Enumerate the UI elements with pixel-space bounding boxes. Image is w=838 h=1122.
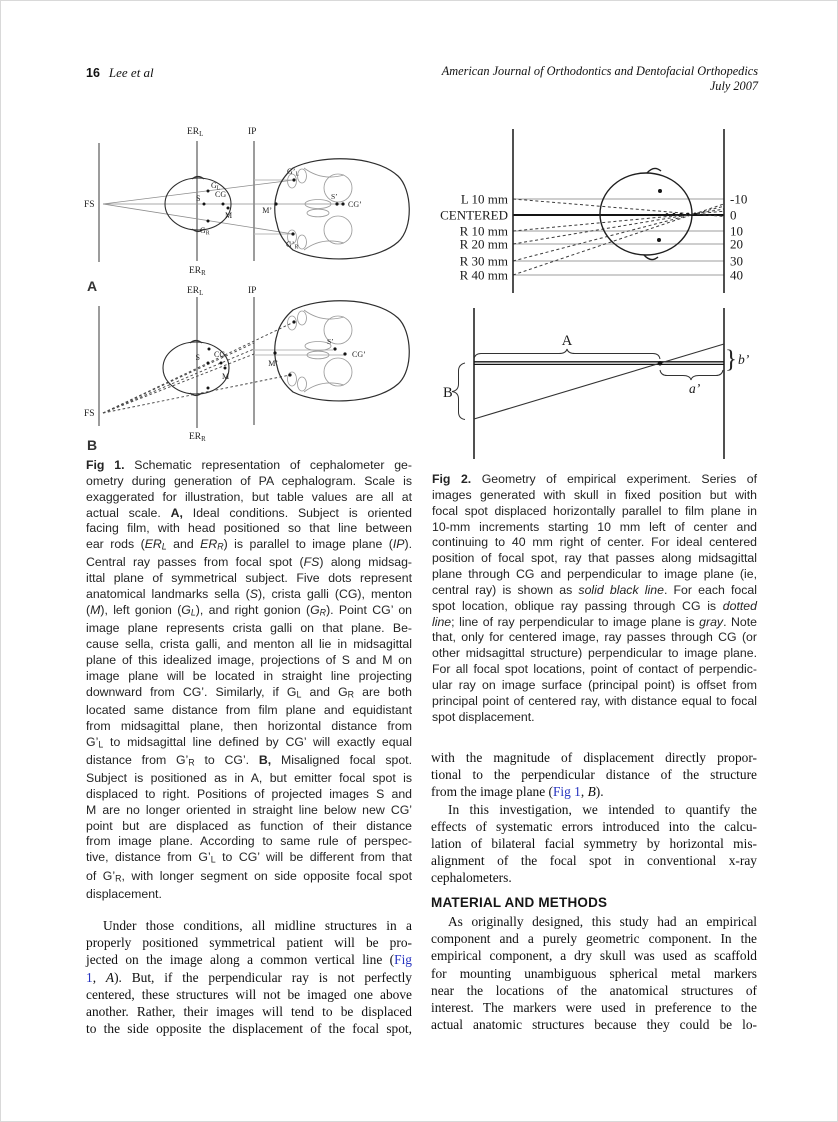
brace-A <box>474 349 660 359</box>
text-segment: S <box>249 587 258 602</box>
text-line: plane through CG and perpendicular to image plane (ie, <box>432 567 757 582</box>
text-segment: G <box>310 603 320 617</box>
text-line: spot displacement. <box>432 709 535 724</box>
text-segment: A <box>105 969 115 985</box>
text-line: focal spot displaced horizontally parallel to film plane in <box>432 503 757 518</box>
running-head-right <box>411 64 758 93</box>
text-line: Fig 1. Schematic representation of cephalometer ge- <box>86 458 412 472</box>
label-a-prime: a’ <box>689 381 701 396</box>
text-line: effects of systematic errors introduced into the calcu- <box>431 818 757 834</box>
label-er-right: $ER_R$ <box>189 266 206 277</box>
fig1-panel-a <box>84 127 409 294</box>
text-segment: IP <box>392 537 405 552</box>
text-line: located same distance from film plane and equidistant <box>86 702 412 717</box>
figure-link[interactable]: Fig <box>394 952 412 968</box>
row-label-right: 30 <box>730 253 743 269</box>
label-cg-proj: CG’ <box>348 200 362 209</box>
text-line: cephalometers. <box>431 870 512 886</box>
text-segment: L <box>190 607 196 618</box>
body-text-right-1 <box>431 749 757 887</box>
text-line: from image plane. According to same rule of perspec- <box>86 834 412 849</box>
text-segment: gray <box>699 614 724 629</box>
text-line: Central ray passes from focal spot (FS) along midsag- <box>86 555 412 570</box>
label-menton: M <box>222 372 230 381</box>
text-segment: R <box>188 757 195 768</box>
text-segment: B, <box>258 752 272 767</box>
row-label-left: R 10 mm <box>459 223 508 239</box>
text-line: spot location, oblique ray passing through CG is dotted <box>432 598 757 613</box>
text-segment: solid black line <box>578 582 664 597</box>
text-line: point but are displaced as function of their distance <box>86 818 412 833</box>
row-label-right: 10 <box>730 223 743 239</box>
figure-link[interactable]: 1 <box>86 969 93 985</box>
journal-title: American Journal of Orthodontics and Dentofacial Orthopedics <box>441 64 758 78</box>
row-label-left: CENTERED <box>440 207 508 223</box>
text-line: Under those conditions, all midline structures in a <box>103 918 412 933</box>
row-label-left: L 10 mm <box>460 191 508 207</box>
label-B: B <box>443 385 453 401</box>
text-line: image plane represents crista galli on that plane. Be- <box>86 621 412 636</box>
oblique-ray <box>103 349 254 413</box>
label-er-left: $ER_L$ <box>187 286 204 297</box>
label-menton-proj: M’ <box>262 206 272 215</box>
text-line: displacement. <box>86 886 162 901</box>
text-line: images generated with skull in fixed position but with <box>432 487 757 502</box>
text-segment: B <box>587 784 596 800</box>
text-line: near the locations of the anatomical structures of <box>431 982 757 998</box>
label-menton-proj: M’ <box>268 359 278 368</box>
text-segment: dotted <box>722 598 757 613</box>
text-line: exaggerated for illustration, but table values are all at <box>86 489 412 504</box>
projected-dots <box>273 320 346 376</box>
text-line: For all focal spot locations, point of contact of perpendic- <box>432 662 757 677</box>
label-gonion-right-proj: G’R <box>286 240 299 251</box>
text-segment: FS <box>303 555 320 570</box>
label-ip: IP <box>248 286 257 296</box>
figure-link[interactable]: Fig 1 <box>552 784 581 800</box>
text-segment: Fig 1. <box>86 458 125 472</box>
text-segment: L <box>98 738 104 749</box>
journal-issue: July 2007 <box>709 78 758 93</box>
panel-a-label: A <box>87 278 98 294</box>
text-segment: L <box>161 541 167 552</box>
label-gonion-right: GR <box>200 226 210 237</box>
text-line: lation of bilateral facial symmetry by horizontal mis- <box>431 836 757 852</box>
text-segment: L <box>296 689 302 700</box>
brace-a-prime <box>660 370 723 380</box>
fig2-panel-bottom <box>443 308 750 459</box>
row-label-right: 20 <box>730 236 743 252</box>
text-segment: A, <box>170 505 183 520</box>
oblique-ray <box>103 343 254 413</box>
text-line: (M), left gonion (GL), and right gonion (GR). Point CG’ on <box>86 603 412 618</box>
text-segment: G <box>181 603 191 617</box>
label-sella-proj: S’ <box>327 337 334 346</box>
text-line: centered, these structures will not be imaged one above <box>86 986 412 1002</box>
text-line: from midsagittal plane, then horizontal distance from <box>86 718 412 733</box>
text-line: central ray) is shown as solid black line. For each focal <box>432 582 757 597</box>
text-line: interest. The markers were used in preference to the <box>431 1000 757 1016</box>
text-line: jected on the image along a common vertical line (Fig <box>86 952 412 968</box>
figure-2 <box>431 116 757 461</box>
text-line: other midsagittal structure) perpendicular to image plane. <box>432 646 757 661</box>
brace-b-prime: } <box>725 346 737 373</box>
label-sella: S <box>196 194 201 203</box>
label-ip: IP <box>248 127 257 137</box>
text-line: tive, distance from G’L to CG’ will be different from that <box>86 850 412 865</box>
text-line: G’L to midsagittal line defined by CG’ will exactly equal <box>86 734 412 749</box>
text-line: anatomical landmarks sella (S), crista galli (CG), menton <box>86 587 413 602</box>
text-segment: ER <box>144 537 162 552</box>
label-sella-proj: S’ <box>331 192 338 201</box>
label-er-right: $ER_R$ <box>189 432 206 443</box>
fig1-caption <box>86 458 412 903</box>
text-segment: L <box>210 854 216 865</box>
label-cg: CG <box>215 190 227 199</box>
section-heading-material-methods: MATERIAL AND METHODS <box>431 895 608 910</box>
label-gonion-left: GL <box>211 181 221 192</box>
head-outline <box>600 173 692 255</box>
fig1-panel-b <box>84 286 409 453</box>
text-line: with the magnitude of displacement directly propor- <box>431 750 757 765</box>
label-fs: FS <box>84 200 95 210</box>
text-line: image plane will be located in straight line projecting <box>86 668 412 683</box>
text-line: displaced to right. Positions of projected images S and <box>86 786 412 801</box>
text-line: from the image plane (Fig 1, B). <box>431 784 604 800</box>
fig2-caption <box>432 472 757 726</box>
label-cg: CG <box>214 350 226 359</box>
text-segment: M <box>90 603 101 617</box>
cg-point <box>658 361 663 366</box>
text-line: for mounting unambiguous spherical metal markers <box>431 965 757 981</box>
text-line: cause sella, crista galli, and menton all lie in midsagittal <box>86 637 412 652</box>
text-line: tional to the perpendicular distance of the structure <box>431 767 757 783</box>
text-line: downward from CG’. Similarly, if GL and GR are both <box>86 684 412 700</box>
text-segment: R <box>347 689 355 700</box>
label-gonion-left-proj: G’L <box>287 167 299 178</box>
body-text-left <box>86 917 412 1037</box>
text-line: actual anatomic structures because they could be lo- <box>431 1017 757 1033</box>
row-label-left: R 30 mm <box>459 253 508 269</box>
text-segment: R <box>217 541 224 552</box>
text-segment: line <box>432 614 452 629</box>
authors: Lee et al <box>108 65 154 80</box>
text-line: another. Rather, their images will tend to be displaced <box>86 1004 412 1020</box>
text-line: In this investigation, we intended to quantify the <box>448 801 757 817</box>
panel-b-label: B <box>87 437 98 453</box>
body-text-right-2 <box>431 913 757 1033</box>
label-cg-proj: CG’ <box>352 350 366 359</box>
label-fs: FS <box>84 409 95 419</box>
row-label-right: -10 <box>730 191 748 207</box>
text-line: Subject is positioned as in A, but emitter focal spot is <box>86 771 412 786</box>
text-line: of G’R, with longer segment on side opposite focal spot <box>86 868 412 883</box>
label-A: A <box>561 333 573 349</box>
text-segment: R <box>115 872 122 883</box>
label-sella: S <box>195 353 200 362</box>
text-line: to the side opposite the displacement of the focal spot, <box>86 1021 412 1037</box>
text-line: 1, A). But, if the perpendicular ray is not perfectly <box>86 969 412 985</box>
running-head-left <box>86 65 154 81</box>
label-b-prime: b’ <box>738 352 750 367</box>
text-line: alignment of the focal spot in conventional x-ray <box>431 853 757 869</box>
oblique-ray <box>103 354 254 413</box>
text-segment: ER <box>200 537 218 552</box>
fig2-panel-top <box>440 129 747 293</box>
figure-1 <box>81 116 413 456</box>
row-label-right: 0 <box>730 207 737 223</box>
text-line: As originally designed, this study had an empirical <box>448 914 757 929</box>
brace-B <box>452 363 465 420</box>
text-line: actual scale. A, Ideal conditions. Subject is oriented <box>86 505 412 520</box>
row-label-left: R 40 mm <box>459 267 508 283</box>
text-line: ittal plane of symmetrical subject. Five dots represent <box>86 571 412 586</box>
text-line: line; line of ray perpendicular to image plane is gray. Note <box>432 614 758 629</box>
text-line: ear rods (ERL and ERR) is parallel to image plane (IP). <box>86 537 412 552</box>
text-line: distance from G’R to CG’. B, Misaligned focal spot. <box>86 752 412 768</box>
text-line: principal point of centered ray, with distance equal to focal <box>432 693 757 708</box>
text-segment: Fig 2. <box>432 472 472 486</box>
text-segment: R <box>319 607 327 618</box>
text-line: M are no longer oriented in straight line below new CG’ <box>86 802 412 817</box>
ear-mark-top <box>647 168 661 173</box>
text-line: position of focal spot, ray that passes along midsagittal <box>432 551 757 566</box>
text-line: empirical component, a dry skull was used as scaffold <box>431 948 757 964</box>
oblique-ray-line <box>474 344 724 419</box>
text-line: ular ray on image surface (principal point) is offset from <box>432 677 757 692</box>
label-menton: M <box>225 211 233 220</box>
row-label-right: 40 <box>730 267 743 283</box>
text-line: continuing to 40 mm right of center. For ideal centered <box>432 535 757 550</box>
text-line: ometry during generation of PA cephalogram. Scale is <box>86 473 412 488</box>
text-line: facing film, with head positioned so that line between <box>86 521 412 536</box>
text-line: that, only for centered image, ray passes through CG (or <box>432 630 757 645</box>
label-er-left: $ER_L$ <box>187 127 204 138</box>
text-line: component and a purely geometric component. In the <box>431 931 757 947</box>
text-line: plane of this idealized image, projections of S and M on <box>86 652 412 667</box>
text-line: 10-mm increments starting 10 mm left of center and <box>432 519 757 534</box>
text-line: Fig 2. Geometry of empirical experiment. Series of <box>432 472 757 486</box>
row-label-left: R 20 mm <box>459 236 508 252</box>
text-line: properly positioned symmetrical patient will be pro- <box>86 935 412 951</box>
page-number: 16 <box>86 66 100 80</box>
